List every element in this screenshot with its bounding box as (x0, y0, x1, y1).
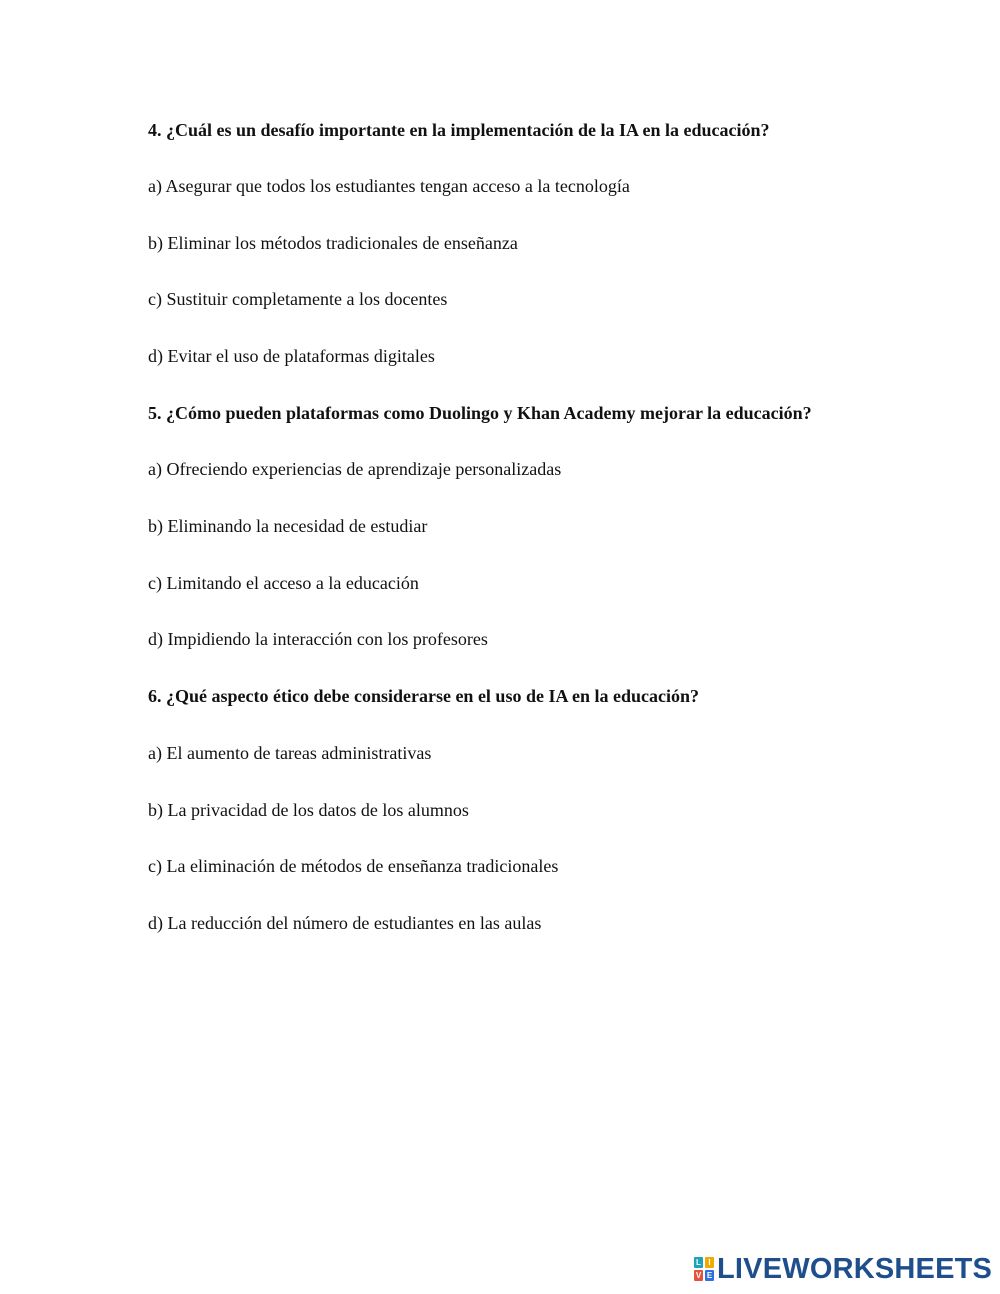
question-4-option-a[interactable]: a) Asegurar que todos los estudiantes tengan acceso a la tecnología (148, 176, 630, 196)
logo-mark-letter-e: E (706, 1271, 713, 1280)
logo-mark-letter-l: L (694, 1257, 703, 1268)
question-5-option-b[interactable]: b) Eliminando la necesidad de estudiar (148, 516, 428, 536)
liveworksheets-logo (694, 1253, 993, 1285)
question-6-option-c[interactable]: c) La eliminación de métodos de enseñanza tradicionales (148, 856, 559, 876)
logo-mark-letter-v: V (695, 1271, 702, 1280)
question-4-option-c[interactable]: c) Sustituir completamente a los docentes (148, 289, 448, 309)
question-6-text: 6. ¿Qué aspecto ético debe considerarse en el uso de IA en la educación? (148, 686, 699, 706)
question-4-option-b[interactable]: b) Eliminar los métodos tradicionales de enseñanza (148, 233, 518, 253)
question-5-text: 5. ¿Cómo pueden plataformas como Duolingo y Khan Academy mejorar la educación? (148, 403, 812, 423)
liveworksheets-logo-text: LIVEWORKSHEETS (717, 1253, 993, 1285)
question-5-option-c[interactable]: c) Limitando el acceso a la educación (148, 573, 419, 593)
question-5-option-a[interactable]: a) Ofreciendo experiencias de aprendizaje personalizadas (148, 459, 562, 479)
question-6-option-d[interactable]: d) La reducción del número de estudiantes en las aulas (148, 913, 542, 933)
liveworksheets-logo-mark (694, 1257, 714, 1281)
question-4-text: 4. ¿Cuál es un desafío importante en la implementación de la IA en la educación? (148, 120, 770, 140)
question-6-option-a[interactable]: a) El aumento de tareas administrativas (148, 743, 432, 763)
logo-mark-letter-i: I (705, 1257, 714, 1268)
question-4-option-d[interactable]: d) Evitar el uso de plataformas digitales (148, 346, 435, 366)
question-5-option-d[interactable]: d) Impidiendo la interacción con los profesores (148, 629, 488, 649)
question-6-option-b[interactable]: b) La privacidad de los datos de los alumnos (148, 800, 469, 820)
